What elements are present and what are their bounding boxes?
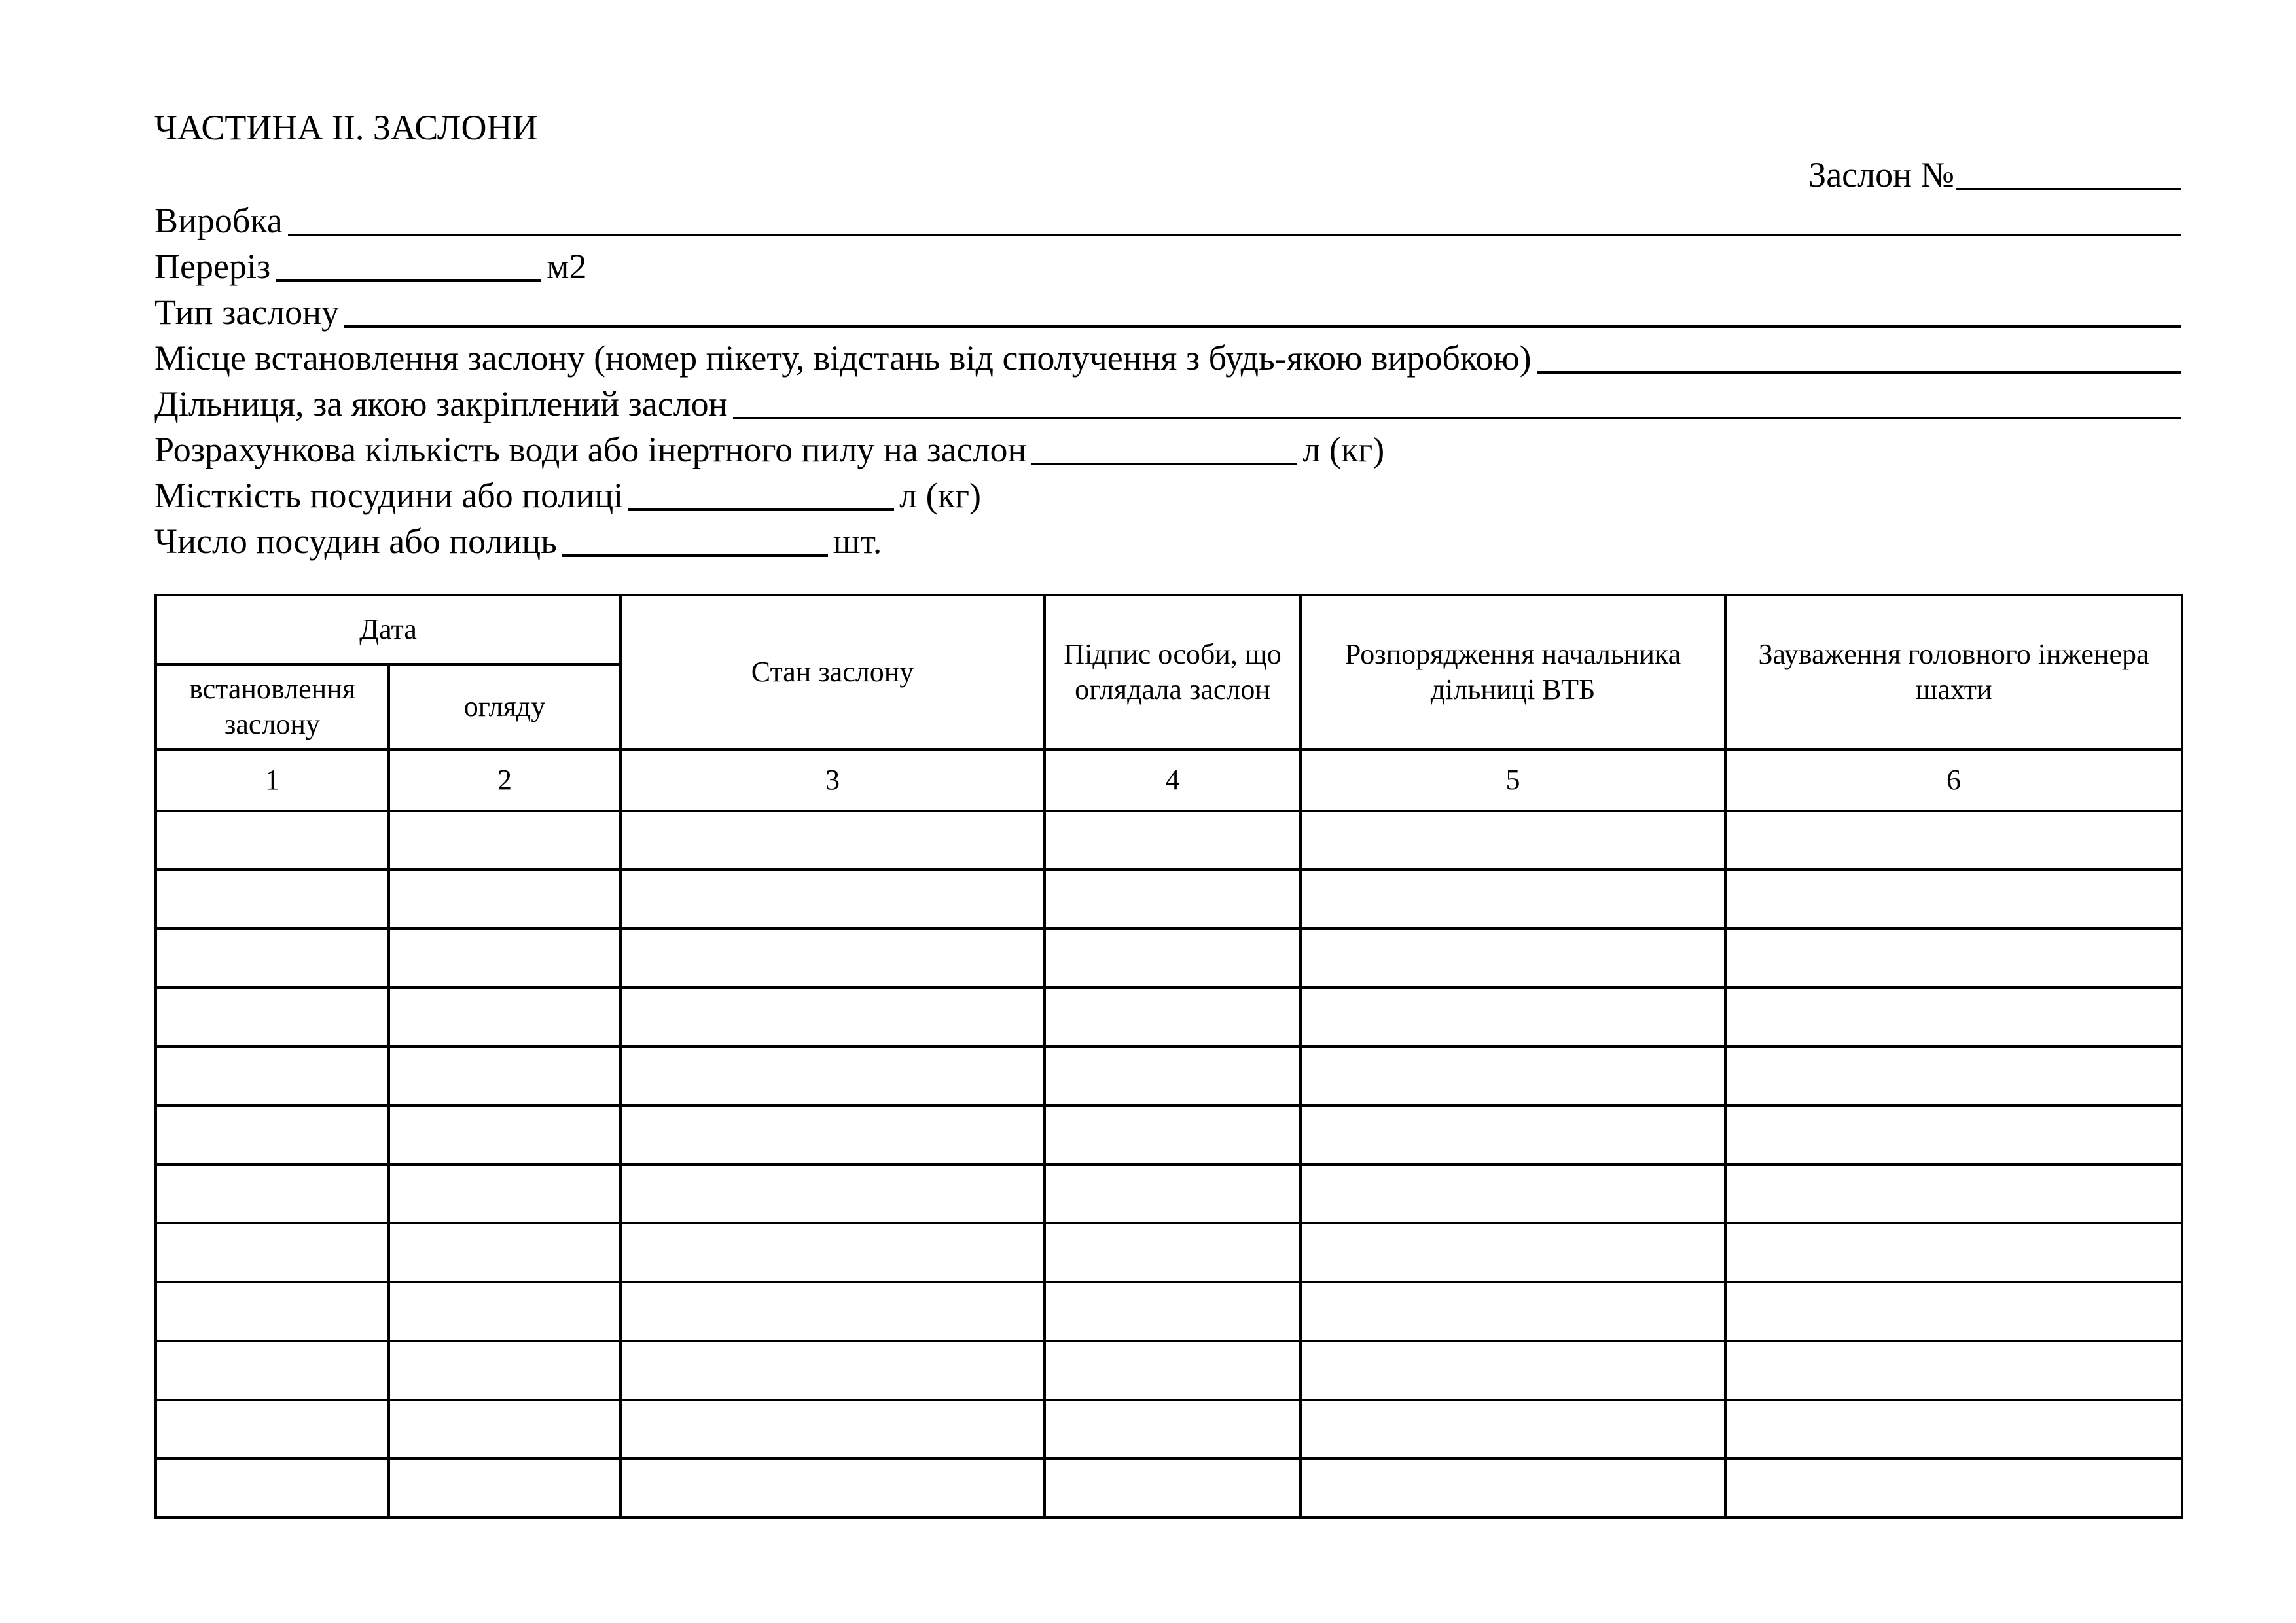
table-cell[interactable] [1045,1105,1300,1164]
table-cell[interactable] [1300,929,1725,988]
column-number: 5 [1300,749,1725,811]
vessel-count-input[interactable] [562,554,828,557]
column-number: 2 [389,749,620,811]
column-number: 6 [1725,749,2182,811]
table-cell[interactable] [156,870,389,929]
table-cell[interactable] [1725,1341,2182,1400]
table-cell[interactable] [1725,870,2182,929]
table-cell[interactable] [1300,1223,1725,1282]
table-cell[interactable] [156,1105,389,1164]
field-vessel-capacity [154,473,2181,518]
shutter-number-field [1808,152,2181,198]
table-cell[interactable] [1725,1105,2182,1164]
table-cell[interactable] [1725,988,2182,1046]
table-cell[interactable] [1300,870,1725,929]
table-cell[interactable] [1045,1341,1300,1400]
field-vessel-count [154,518,2181,564]
table-cell[interactable] [620,1341,1045,1400]
page-title: ЧАСТИНА ІІ. ЗАСЛОНИ [154,108,538,147]
field-label: Тип заслону [154,293,340,332]
table-cell[interactable] [1300,1282,1725,1341]
table-cell[interactable] [620,870,1045,929]
table-cell[interactable] [620,1046,1045,1105]
table-cell[interactable] [389,1105,620,1164]
table-cell[interactable] [1045,929,1300,988]
cross-section-input[interactable] [276,279,541,282]
column-number-row [156,749,2182,811]
table-row [156,870,2182,929]
table-cell[interactable] [389,1223,620,1282]
column-number: 3 [620,749,1045,811]
field-unit: шт. [833,522,882,561]
field-label: Розрахункова кількість води або інертного пилу на заслон [154,430,1027,469]
field-label: Місце встановлення заслону (номер пікету, відстань від сполучення з будь-якою виробкою) [154,338,1532,378]
table-cell[interactable] [1300,1341,1725,1400]
table-cell[interactable] [389,929,620,988]
table-cell[interactable] [620,1282,1045,1341]
table-cell[interactable] [1725,811,2182,870]
table-cell[interactable] [620,1105,1045,1164]
table-cell[interactable] [1725,1164,2182,1223]
shutter-type-input[interactable] [344,325,2181,328]
header-shutter-state: Стан заслону [620,595,1045,749]
field-working [154,198,2181,243]
table-cell[interactable] [1045,1046,1300,1105]
table-cell[interactable] [620,1223,1045,1282]
header-inspector-signature: Підпис особи, що оглядала заслон [1045,595,1300,749]
table-row [156,1400,2182,1459]
header-inspection-date: огляду [389,664,620,749]
table-cell[interactable] [1045,870,1300,929]
table-cell[interactable] [1300,811,1725,870]
table-cell[interactable] [620,988,1045,1046]
table-cell[interactable] [389,1282,620,1341]
table-cell[interactable] [1725,1223,2182,1282]
table-cell[interactable] [1725,1282,2182,1341]
table-cell[interactable] [389,870,620,929]
table-cell[interactable] [156,988,389,1046]
table-body [156,811,2182,1518]
field-cross-section [154,243,2181,289]
field-label: Виробка [154,201,283,240]
table-cell[interactable] [620,811,1045,870]
field-shutter-type [154,289,2181,335]
table-cell[interactable] [389,1164,620,1223]
inspection-log-table [154,594,2183,1519]
table-row [156,1282,2182,1341]
table-row [156,1046,2182,1105]
shutter-number-label: Заслон № [1808,155,1954,194]
table-row [156,929,2182,988]
table-row [156,1341,2182,1400]
shutter-number-input[interactable] [1956,188,2181,190]
table-row [156,988,2182,1046]
table-cell[interactable] [156,1459,389,1518]
table-cell[interactable] [156,1046,389,1105]
calculated-amount-input[interactable] [1031,463,1297,465]
table-cell[interactable] [620,929,1045,988]
table-row [156,1459,2182,1518]
table-cell[interactable] [620,1400,1045,1459]
table-cell[interactable] [1300,1105,1725,1164]
table-cell[interactable] [1045,1223,1300,1282]
field-section [154,381,2181,427]
table-row [156,811,2182,870]
table-cell[interactable] [1725,1459,2182,1518]
table-cell[interactable] [620,1164,1045,1223]
table-cell[interactable] [1045,1282,1300,1341]
table-cell[interactable] [389,811,620,870]
table-cell[interactable] [1300,1459,1725,1518]
table-cell[interactable] [1045,811,1300,870]
table-cell[interactable] [156,1341,389,1400]
table-cell[interactable] [1045,1164,1300,1223]
header-row [156,595,2182,664]
field-unit: л (кг) [899,476,981,515]
form-fields [154,198,2181,564]
table-cell[interactable] [389,1046,620,1105]
table-cell[interactable] [156,1223,389,1282]
table-cell[interactable] [156,811,389,870]
table-cell[interactable] [1300,988,1725,1046]
vessel-capacity-input[interactable] [628,508,894,511]
table-cell[interactable] [156,929,389,988]
header-install-date: встановлення заслону [156,664,389,749]
field-unit: л (кг) [1302,430,1385,469]
column-number: 4 [1045,749,1300,811]
table-cell[interactable] [1725,929,2182,988]
table-row [156,1223,2182,1282]
table-cell[interactable] [620,1459,1045,1518]
table-cell[interactable] [1045,988,1300,1046]
field-calculated-amount [154,427,2181,473]
table-row [156,1164,2182,1223]
table-cell[interactable] [1300,1046,1725,1105]
table-row [156,1105,2182,1164]
section-input[interactable] [733,417,2181,419]
table-cell[interactable] [1045,1459,1300,1518]
working-input[interactable] [288,234,2181,236]
field-label: Місткість посудини або полиці [154,476,624,515]
table-cell[interactable] [156,1164,389,1223]
field-label: Переріз [154,247,271,286]
header-date: Дата [156,595,620,664]
table-cell[interactable] [156,1400,389,1459]
header-section-chief-order: Розпорядження начальника дільниці ВТБ [1300,595,1725,749]
table-cell[interactable] [156,1282,389,1341]
field-install-location [154,335,2181,381]
table-cell[interactable] [1300,1400,1725,1459]
column-number: 1 [156,749,389,811]
install-location-input[interactable] [1537,371,2181,374]
table-cell[interactable] [389,1341,620,1400]
table-cell[interactable] [1300,1164,1725,1223]
table-cell[interactable] [1725,1046,2182,1105]
table-cell[interactable] [389,1400,620,1459]
field-label: Число посудин або полиць [154,522,557,561]
table-cell[interactable] [1045,1400,1300,1459]
field-label: Дільниця, за якою закріплений заслон [154,384,728,423]
header-chief-engineer-remarks: Зауваження головного інженера шахти [1725,595,2182,749]
field-unit: м2 [547,247,587,286]
table-cell[interactable] [389,988,620,1046]
table-cell[interactable] [1725,1400,2182,1459]
table-cell[interactable] [389,1459,620,1518]
